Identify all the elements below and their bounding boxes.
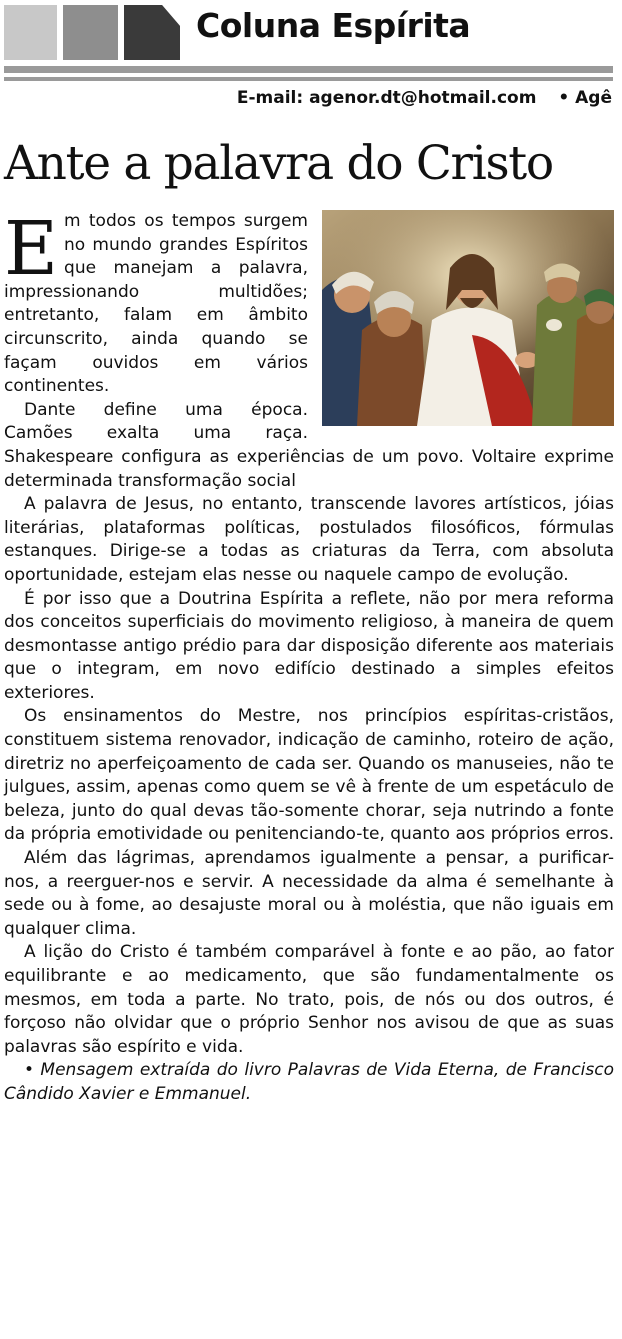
byline (237, 88, 612, 108)
article-body (4, 206, 614, 1107)
paragraph-5: Os ensinamentos do Mestre, nos princípios espíritas-cristãos, constituem sistema renovador, indicação de caminho, roteiro de ação, diretriz no aperfeiçoamento de cada ser. Quando os manuseies, não te julgues, assim, apenas como quem se vê à frente de um espetáculo de beleza, junto do qual devas tão-somente chorar, seja nutrindo a fonte da própria emotividade ou penitenciando-te, quanto aos próprios erros. (4, 706, 614, 845)
paragraph-1-text: m todos os tempos surgem no mundo grandes Espíritos que manejam a palavra, impressionando multidões; entretanto, falam em âmbito circunscrito, ainda quando se façam ouvidos em vários continentes. (4, 211, 308, 397)
paragraph-7: A lição do Cristo é também comparável à fonte e ao pão, ao fator equilibrante e ao medicamento, que são fundamentalmente os mesmos, em toda a parte. No trato, pois, de nós ou dos outros, é forçoso não olvidar que o próprio Senhor nos avisou de que as suas palavras são espírito e vida. (4, 942, 614, 1057)
header-block-light (4, 5, 57, 60)
source-footnote: • Mensagem extraída do livro Palavras de Vida Eterna, de Francisco Cândido Xavier e Emmanuel. (4, 1060, 614, 1104)
column-header (0, 0, 622, 90)
header-rule-thin (4, 77, 613, 81)
paragraph-4: É por isso que a Doutrina Espírita a reflete, não por mera reforma dos conceitos superficiais do movimento religioso, à maneira de quem desmontasse antigo prédio para dar disposição diferente aos materiais que o integram, em novo edifício destinado a simples efeitos exteriores. (4, 588, 614, 703)
jesus-painting-image (322, 210, 614, 426)
author-name: • Agê (558, 88, 612, 108)
paragraph-3: A palavra de Jesus, no entanto, transcende lavores artísticos, jóias literárias, plataformas políticas, postulados filosóficos, fórmulas estanques. Dirige-se a todas as criaturas da Terra, com absoluta oportunidade, estejam elas nesse ou naquele campo de evolução. (4, 494, 614, 585)
column-title: Coluna Espírita (196, 6, 471, 45)
paragraph-6: Além das lágrimas, aprendamos igualmente a pensar, a purificar-nos, a reerguer-nos e servir. A necessidade da alma é semelhante à sede ou à fome, ao desajuste moral ou à moléstia, que não iguais em qualquer clima. (4, 848, 614, 939)
paragraph-2: Dante define uma época. Camões exalta uma raça. Shakespeare configura as experiências de um povo. Voltaire exprime determinada transformação social (4, 399, 614, 491)
header-block-dark (124, 5, 180, 60)
drop-cap: E (4, 206, 59, 292)
header-rule-thick (4, 66, 613, 73)
article-title: Ante a palavra do Cristo (4, 136, 553, 191)
header-block-medium (63, 5, 118, 60)
contact-email: E-mail: agenor.dt@hotmail.com (236, 88, 537, 108)
